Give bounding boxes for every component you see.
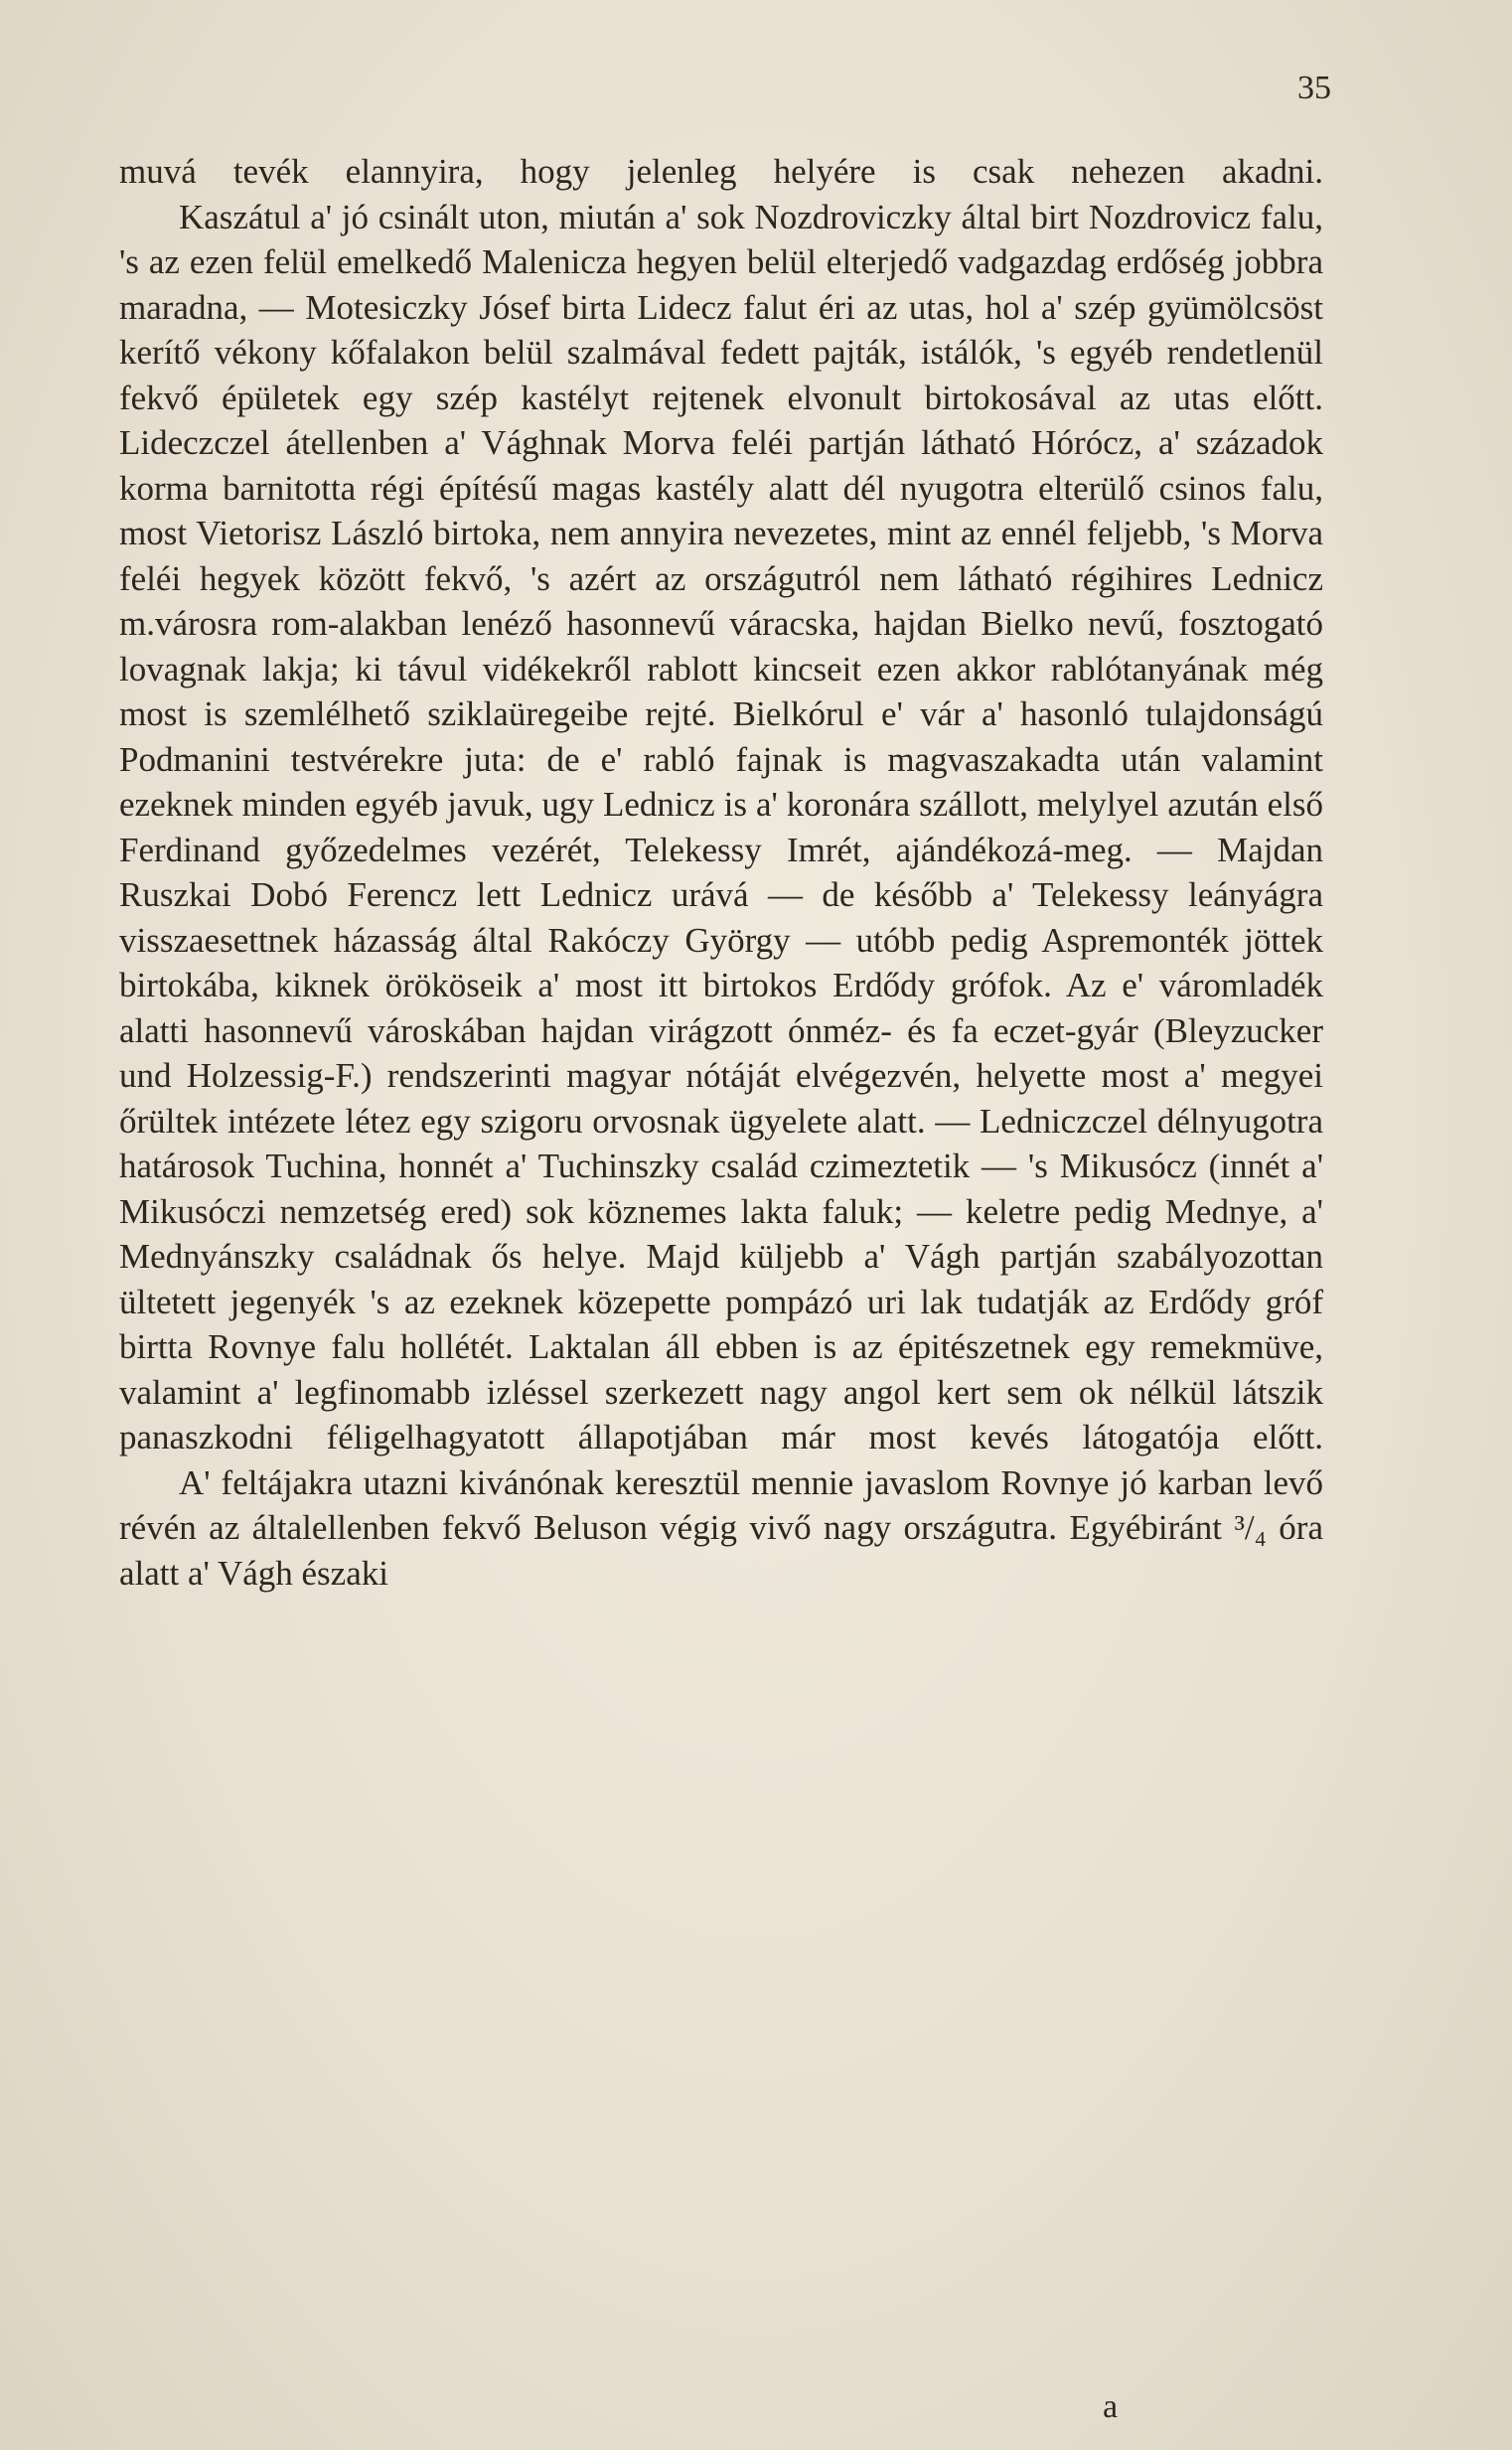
paragraph-3: A' feltájakra utazni kivánónak keresztül mennie javaslom Rovnye jó karban levő révén az általellenben fekvő Beluson végig vivő nagy országutra. Egyébiránt ³/₄ óra alatt a' Vágh északi (119, 1462, 1323, 1593)
body-text (119, 149, 1323, 1596)
paragraph-2: Kaszátul a' jó csinált uton, miután a' sok Nozdroviczky által birt Nozdrovicz falu, 's az ezen felül emelkedő Malenicza hegyen belül elterjedő vadgazdag erdőség jobbra maradna, — Motesiczky Jósef birta Lidecz falut éri az utas, hol a' szép gyümölcsöst kerítő vékony kőfalakon belül szalmával fedett pajták, istálók, 's egyéb rendetlenül fekvő épületek egy szép kastélyt rejtenek elvonult birtokosával az utas előtt. Lideczczel átellenben a' Vághnak Morva feléi partján látható Hórócz, a' századok korma barnitotta régi építésű magas kastély alatt dél nyugotra elterülő csinos falu, most Vietorisz László birtoka, nem annyira nevezetes, mint az ennél feljebb, 's Morva feléi hegyek között fekvő, 's azért az országutról nem látható régihires Lednicz m.városra rom-alakban lenéző hasonnevű váracska, hajdan Bielko nevű, fosztogató lovagnak lakja; ki távul vidékekről rablott kincseit ezen akkor rablótanyának még most is szemlélhető sziklaüregeibe rejté. Bielkórul e' vár a' hasonló tulajdonságú Podmanini testvérekre juta: de e' rabló fajnak is magvaszakadta után valamint ezeknek minden egyéb javuk, ugy Lednicz is a' koronára szállott, melylyel azután első Ferdinand győzedelmes vezérét, Telekessy Imrét, ajándékozá-meg. — Majdan Ruszkai Dobó Ferencz lett Lednicz urává — de később a' Telekessy leányágra visszaesettnek házasság által Rakóczy György — utóbb pedig Aspremonték jöttek birtokába, kiknek örököseik a' most itt birtokos Erdődy grófok. Az e' váromladék alatti hasonnevű városkában hajdan virágzott ónméz- és fa eczet-gyár (Bleyzucker und Holzessig-F.) rendszerinti magyar nótáját elvégezvén, helyette most a' megyei őrültek intézete létez egy szigoru orvosnak ügyelete alatt. — Ledniczczel délnyugotra határosok Tuchina, honnét a' Tuchinszky család czimeztetik — 's Mikusócz (innét a' Mikusóczi nemzetség ered) sok köznemes lakta faluk; — keletre pedig Mednye, a' Mednyánszky családnak ős helye. Majd küljebb a' Vágh partján szabályozottan ültetett jegenyék 's az ezeknek közepette pompázó uri lak tudatják az Erdődy gróf birtta Rovnye falu hollétét. Laktalan áll ebben is az épitészetnek egy remekmüve, valamint a' legfinomabb izléssel szerkezett nagy angol kert sem ok nélkül látszik panaszkodni féligelhagyatott állapotjában már most kevés látogatója előtt. (119, 197, 1323, 1456)
catchword: a (1103, 2388, 1119, 2425)
paragraph-1: muvá tevék elannyira, hogy jelenleg helyére is csak nehezen akadni. (119, 152, 1323, 191)
page-number: 35 (1297, 70, 1331, 106)
